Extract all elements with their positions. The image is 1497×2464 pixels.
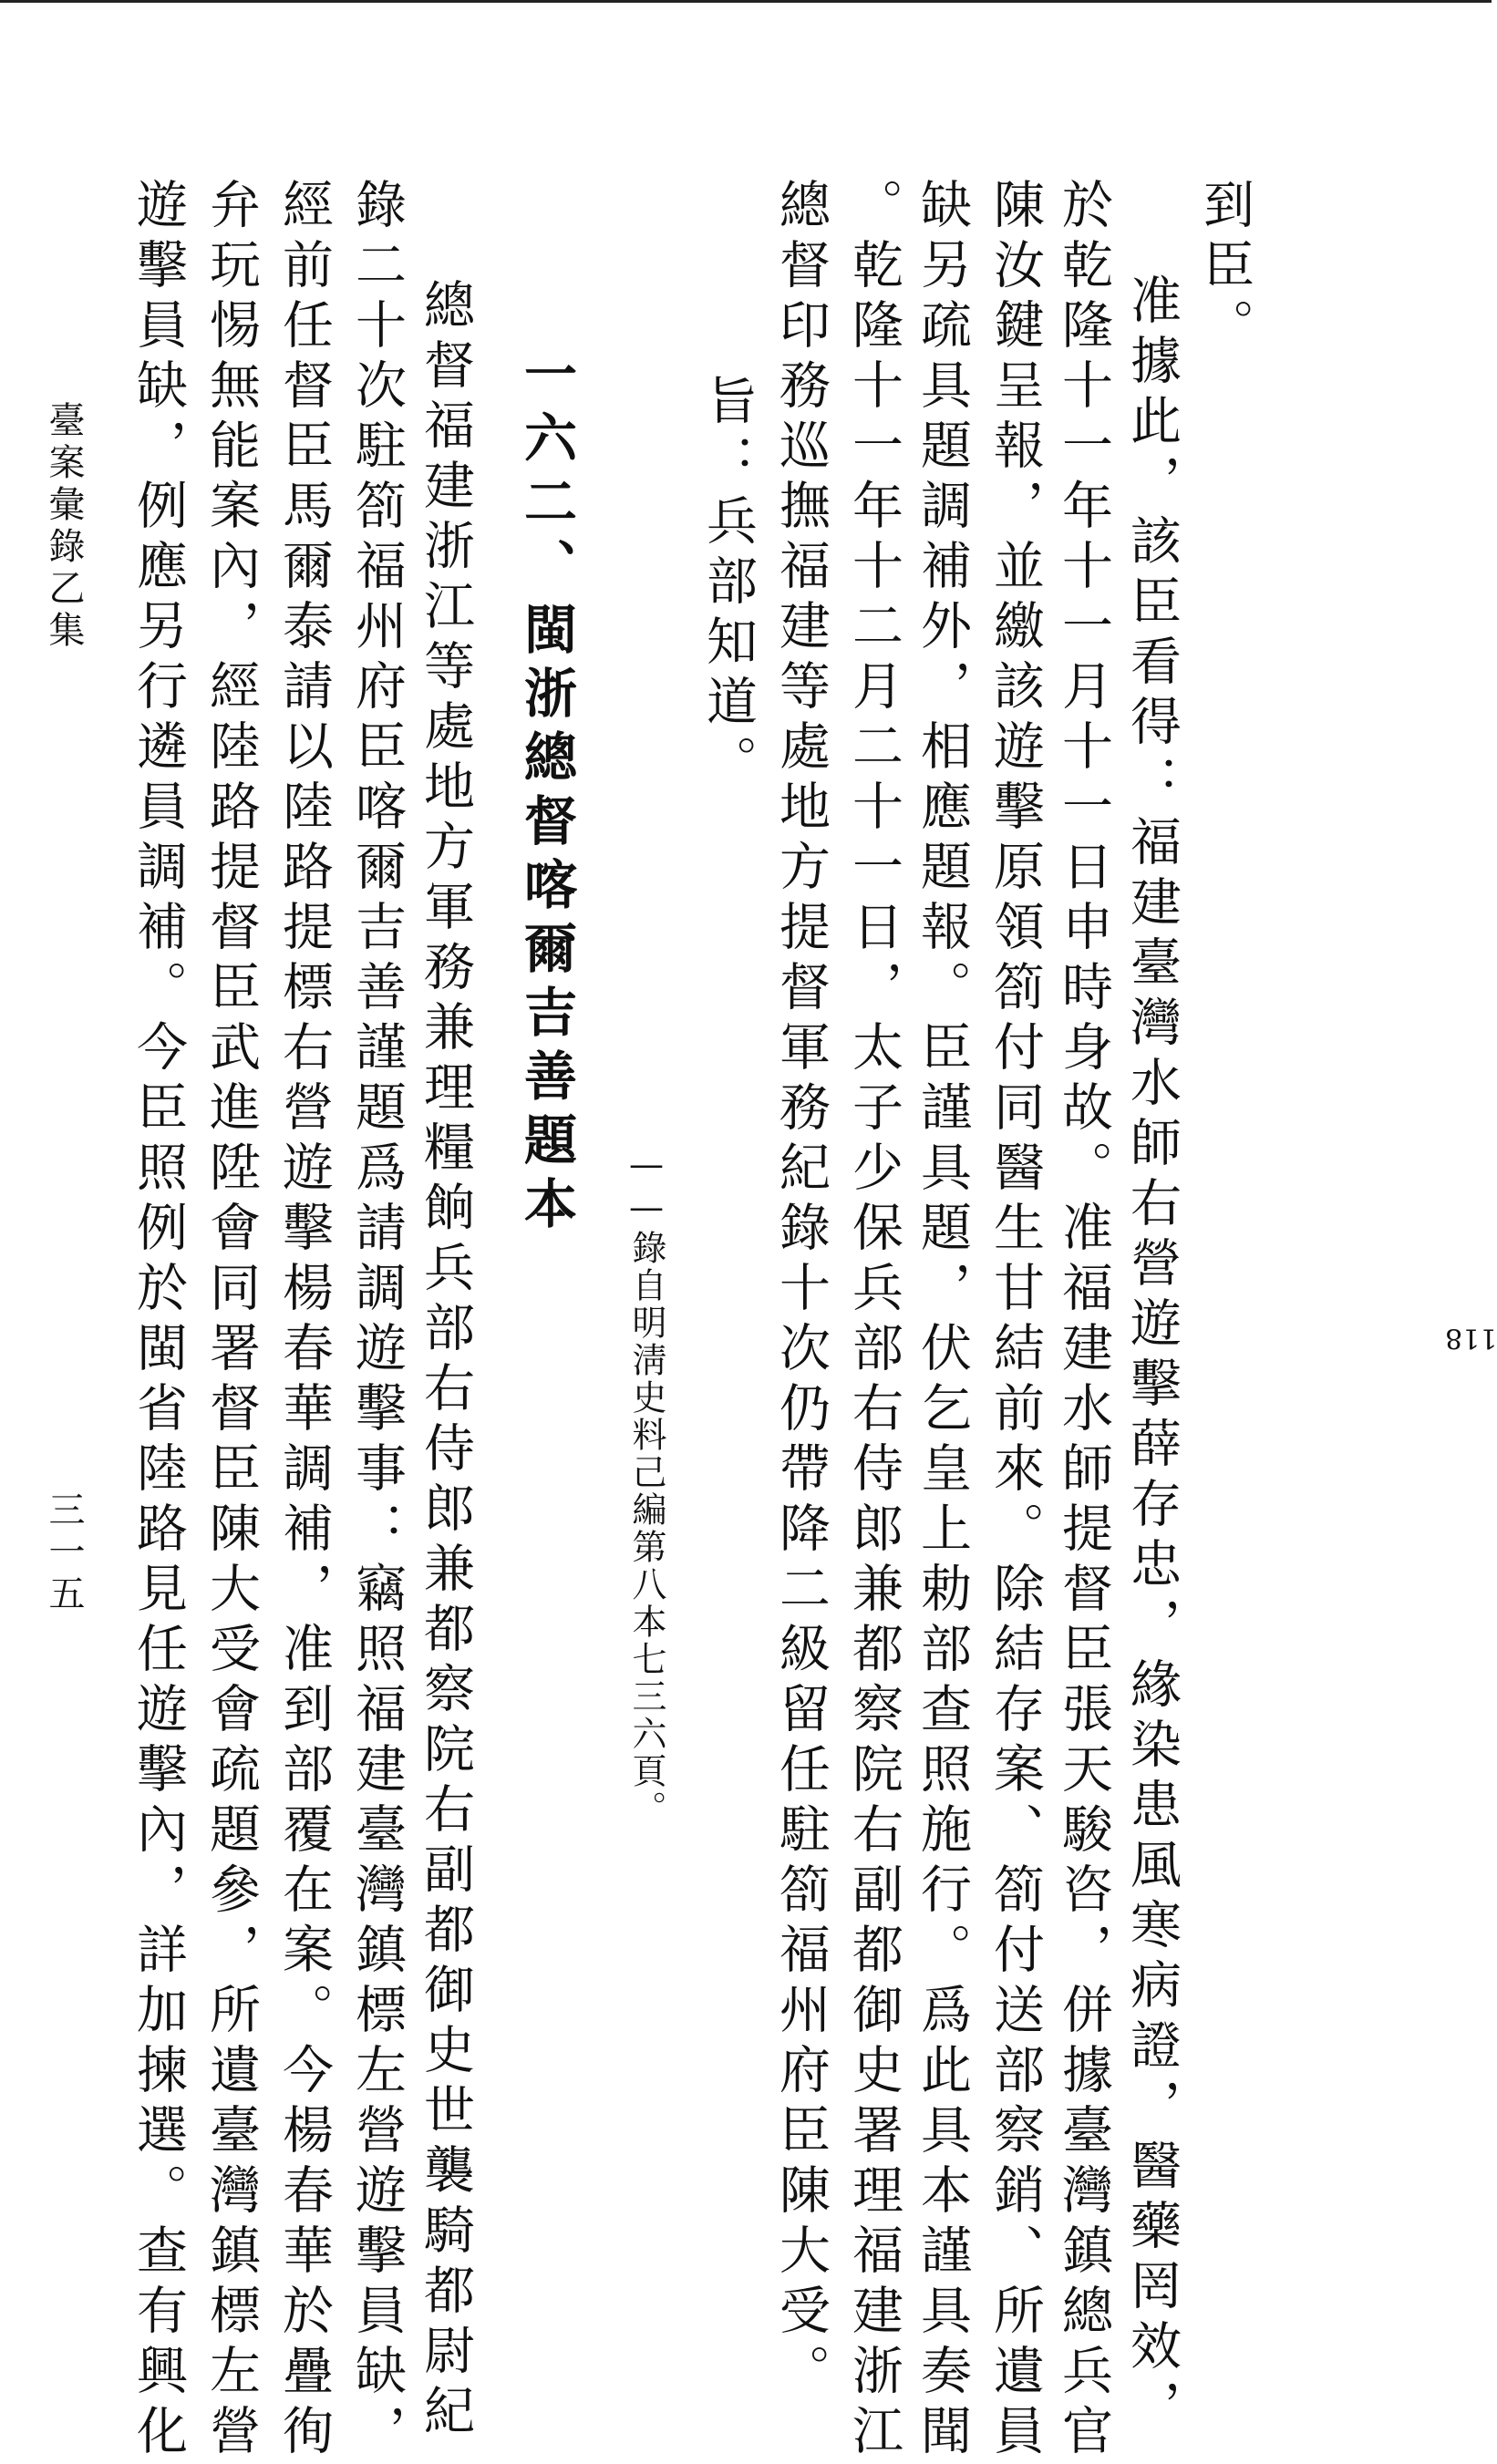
- text-column-1: 到臣。: [1195, 178, 1254, 358]
- text-column-5: 缺另疏具題調補外，相應題報。臣謹具題，伏乞皇上勅部查照施行。爲此具本謹具奏聞: [913, 178, 972, 2464]
- body-column-4: 弁玩惕無能案內，經陸路提督臣武進陞會同署督臣陳大受會疏題參，所遺臺灣鎮標左營: [201, 178, 261, 2464]
- text-column-6: 。乾隆十一年十二月二十一日，太子少保兵部右侍郎兼都察院右副都御史署理福建浙江: [844, 178, 903, 2464]
- page-mark: 118: [1445, 1322, 1497, 1354]
- body-column-5: 遊擊員缺，例應另行遴員調補。今臣照例於閩省陸路見任遊擊內，詳加揀選。查有興化: [129, 178, 188, 2464]
- top-border-line: [0, 0, 1492, 3]
- text-column-3: 於乾隆十一年十一月十一日申時身故。准福建水師提督臣張天駿咨，併據臺灣鎮總兵官: [1054, 178, 1113, 2464]
- body-column-2: 錄二十次駐箚福州府臣喀爾吉善謹題爲請調遊擊事：竊照福建臺灣鎮標左營遊擊員缺，: [347, 178, 407, 2464]
- text-column-2: 准據此，該臣看得：福建臺灣水師右營遊擊薛存忠，緣染患風寒病證，醫藥罔效，: [1122, 273, 1182, 2439]
- body-column-1: 總督福建浙江等處地方軍務兼理糧餉兵部右侍郎兼都察院右副都御史世襲騎都尉紀: [416, 278, 475, 2444]
- body-column-3: 經前任督臣馬爾泰請以陸路提標右營遊擊楊春華調補，准到部覆在案。今楊春華於疊徇: [274, 178, 334, 2464]
- source-citation: ——錄自明淸史料己編第八本七三六頁。: [626, 1144, 666, 1828]
- text-column-7: 總督印務巡撫福建等處地方提督軍務紀錄十次仍帶降二級留任駐箚福州府臣陳大受。: [771, 178, 831, 2404]
- running-footer-title: 臺案彙錄乙集: [43, 401, 85, 653]
- page-number: 三一五: [43, 1490, 85, 1616]
- text-column-4: 陳汝鍵呈報，並繳該遊擊原領箚付同醫生甘結前來。除結存案、箚付送部察銷、所遺員: [986, 178, 1045, 2464]
- text-column-8: 旨：兵部知道。: [698, 374, 758, 795]
- section-heading: 一六二、閩浙總督喀爾吉善題本: [515, 346, 577, 1240]
